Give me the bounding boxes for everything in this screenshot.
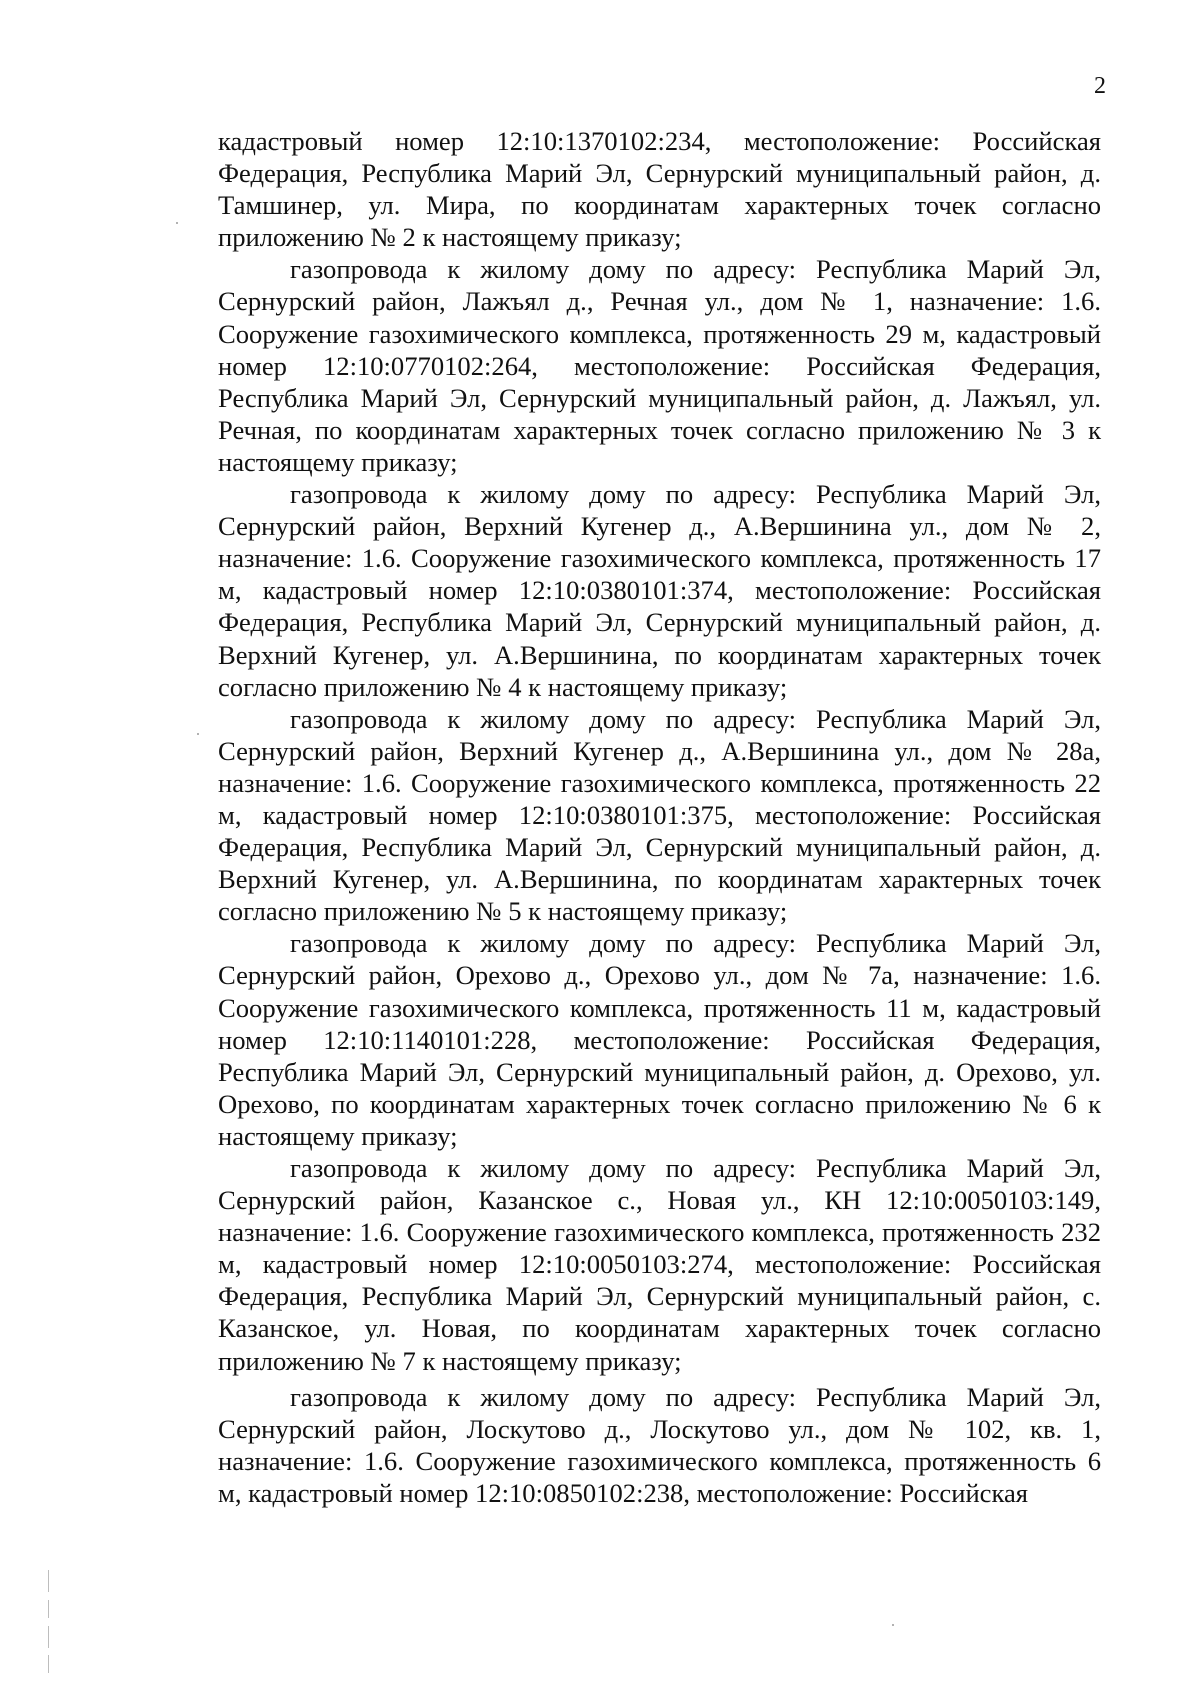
scan-artifact xyxy=(48,1570,49,1592)
paragraph-gas-pipeline-verkhniy-kugener-28a: газопровода к жилому дому по адресу: Республика Марий Эл, Сернурский район, Верхний Кугенер д., А.Вершинина ул., дом № 28а, назначение: 1.6. Сооружение газохимического комплекса, протяженность 22 м, кадастровый номер 12:10:0380101:375, местоположение: Российская Федерация, Республика Марий Эл, Сернурский муниципальный район, д. Верхний Кугенер, ул. А.Вершинина, по координатам характерных точек согласно приложению № 5 к настоящему приказу; xyxy=(218,703,1101,927)
scan-artifact xyxy=(48,1655,49,1673)
scan-artifact xyxy=(176,222,178,224)
scan-artifact xyxy=(48,1626,49,1648)
paragraph-gas-pipeline-orekhovo: газопровода к жилому дому по адресу: Республика Марий Эл, Сернурский район, Орехово д., Орехово ул., дом № 7а, назначение: 1.6. Сооружение газохимического комплекса, протяженность 11 м, кадастровый номер 12:10:1140101:228, местоположение: Российская Федерация, Республика Марий Эл, Сернурский муниципальный район, д. Орехово, ул. Орехово, по координатам характерных точек согласно приложению № 6 к настоящему приказу; xyxy=(218,928,1101,1151)
paragraph-continuation: кадастровый номер 12:10:1370102:234, местоположение: Российская Федерация, Республика Марий Эл, Сернурский муниципальный район, д. Тамшинер, ул. Мира, по координатам характерных точек согласно приложению № 2 к настоящему приказу; xyxy=(218,126,1101,253)
page-number: 2 xyxy=(1094,73,1106,99)
paragraph-gas-pipeline-loskutovo: газопровода к жилому дому по адресу: Республика Марий Эл, Сернурский район, Лоскутово д., Лоскутово ул., дом № 102, кв. 1, назначение: 1.6. Сооружение газохимического комплекса, протяженность 6 м, кадастровый номер 12:10:0850102:238, местоположение: Российская xyxy=(218,1381,1101,1508)
scan-artifact xyxy=(48,1600,49,1618)
document-body xyxy=(218,125,1101,1509)
scan-artifact xyxy=(197,733,199,735)
paragraph-gas-pipeline-verkhniy-kugener-2: газопровода к жилому дому по адресу: Республика Марий Эл, Сернурский район, Верхний Кугенер д., А.Вершинина ул., дом № 2, назначение: 1.6. Сооружение газохимического комплекса, протяженность 17 м, кадастровый номер 12:10:0380101:374, местоположение: Российская Федерация, Республика Марий Эл, Сернурский муниципальный район, д. Верхний Кугенер, ул. А.Вершинина, по координатам характерных точек согласно приложению № 4 к настоящему приказу; xyxy=(218,479,1101,702)
paragraph-gas-pipeline-lazhyal: газопровода к жилому дому по адресу: Республика Марий Эл, Сернурский район, Лажъял д., Речная ул., дом № 1, назначение: 1.6. Сооружение газохимического комплекса, протяженность 29 м, кадастровый номер 12:10:0770102:264, местоположение: Российская Федерация, Республика Марий Эл, Сернурский муниципальный район, д. Лажъял, ул. Речная, по координатам характерных точек согласно приложению № 3 к настоящему приказу; xyxy=(218,254,1101,477)
paragraph-gas-pipeline-kazanskoe: газопровода к жилому дому по адресу: Республика Марий Эл, Сернурский район, Казанское с., Новая ул., КН 12:10:0050103:149, назначение: 1.6. Сооружение газохимического комплекса, протяженность 232 м, кадастровый номер 12:10:0050103:274, местоположение: Российская Федерация, Республика Марий Эл, Сернурский муниципальный район, с. Казанское, ул. Новая, по координатам характерных точек согласно приложению № 7 к настоящему приказу; xyxy=(218,1153,1101,1376)
scan-artifact xyxy=(892,1624,894,1626)
